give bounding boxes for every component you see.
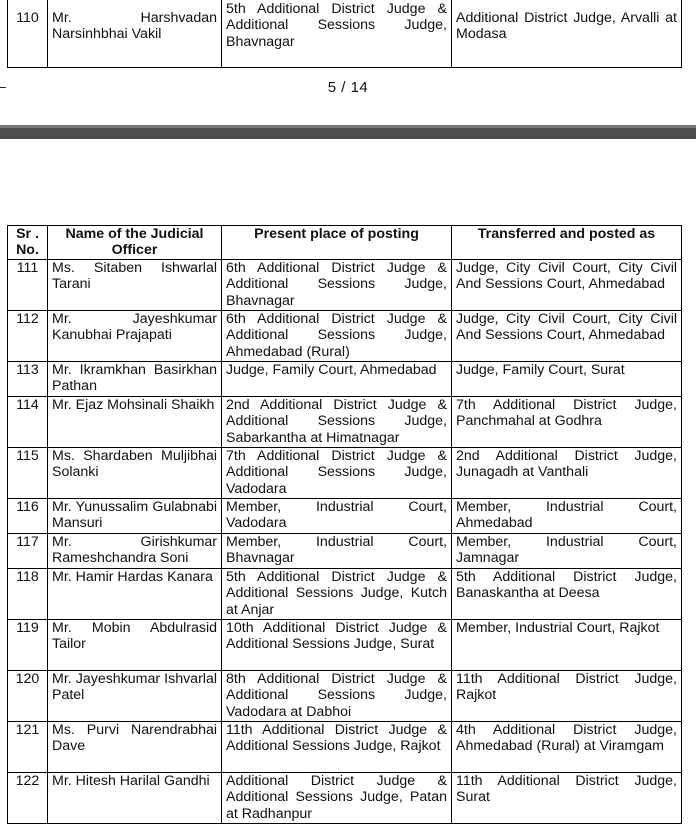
present-posting-text: 5th Additional District Judge & Additional Sessions Judge, Bhavnagar	[226, 1, 447, 50]
transferred-posting-cell: 5th Additional District Judge, Banaskantha at Deesa	[452, 568, 682, 619]
serial-number-cell: 114	[8, 396, 48, 447]
serial-number-cell: 116	[8, 498, 48, 533]
transferred-posting-cell: Judge, Family Court, Surat	[452, 361, 682, 396]
serial-number-cell: 113	[8, 361, 48, 396]
header-officer-name: Name of the Judicial Officer	[48, 226, 222, 260]
table-row	[8, 0, 682, 68]
table-row	[8, 310, 682, 361]
transferred-posting-cell: 11th Additional District Judge, Surat	[452, 772, 682, 823]
present-posting-cell	[222, 0, 452, 68]
officer-name-cell: Mr. Girishkumar Rameshchandra Soni	[48, 533, 222, 568]
serial-number-cell: 119	[8, 619, 48, 670]
transferred-posting-cell: 7th Additional District Judge, Panchmahal at Godhra	[452, 396, 682, 447]
present-posting-cell: Judge, Family Court, Ahmedabad	[222, 361, 452, 396]
officer-name-cell: Mr. Hamir Hardas Kanara	[48, 568, 222, 619]
serial-number-cell: 120	[8, 670, 48, 721]
officer-name-cell: Mr. Yunussalim Gulabnabi Mansuri	[48, 498, 222, 533]
officer-name-cell: Mr. Ejaz Mohsinali Shaikh	[48, 396, 222, 447]
serial-number-cell: 117	[8, 533, 48, 568]
transfer-list-table	[7, 225, 682, 824]
table-row	[8, 498, 682, 533]
present-posting-cell: 2nd Additional District Judge & Additional Sessions Judge, Sabarkantha at Himatnagar	[222, 396, 452, 447]
officer-name-cell: Mr. Harshvadan Narsinhbhai Vakil	[48, 0, 222, 68]
officer-name-cell: Mr. Mobin Abdulrasid Tailor	[48, 619, 222, 670]
serial-number-cell: 122	[8, 772, 48, 823]
officer-name-cell: Ms. Shardaben Muljibhai Solanki	[48, 447, 222, 498]
page-number: 5 / 14	[327, 79, 369, 96]
table-header-row	[8, 226, 682, 260]
officer-name-cell: Mr. Hitesh Harilal Gandhi	[48, 772, 222, 823]
serial-number-cell: 118	[8, 568, 48, 619]
serial-number-cell: 115	[8, 447, 48, 498]
transferred-posting-cell: 11th Additional District Judge, Rajkot	[452, 670, 682, 721]
previous-page	[0, 0, 696, 125]
transferred-posting-cell: Member, Industrial Court, Ahmedabad	[452, 498, 682, 533]
table-row	[8, 721, 682, 772]
header-transferred-as: Transferred and posted as	[452, 226, 682, 260]
present-posting-cell: Member, Industrial Court, Vadodara	[222, 498, 452, 533]
table-body	[8, 259, 682, 823]
transferred-posting-cell: Member, Industrial Court, Rajkot	[452, 619, 682, 670]
header-present-posting: Present place of posting	[222, 226, 452, 260]
officer-name-cell: Mr. Jayeshkumar Ishvarlal Patel	[48, 670, 222, 721]
table-row	[8, 670, 682, 721]
table-row	[8, 361, 682, 396]
present-posting-cell: 6th Additional District Judge & Additional Sessions Judge, Bhavnagar	[222, 259, 452, 310]
table-row	[8, 533, 682, 568]
serial-number-cell: 110	[8, 0, 48, 68]
transferred-posting-cell: 2nd Additional District Judge, Junagadh at Vanthali	[452, 447, 682, 498]
officer-name-cell: Ms. Purvi Narendrabhai Dave	[48, 721, 222, 772]
serial-number-cell: 112	[8, 310, 48, 361]
present-posting-cell: 11th Additional District Judge & Additional Sessions Judge, Rajkot	[222, 721, 452, 772]
officer-name-cell: Ms. Sitaben Ishwarlal Tarani	[48, 259, 222, 310]
header-sr-no: Sr . No.	[8, 226, 48, 260]
table-row	[8, 568, 682, 619]
table-row	[8, 772, 682, 823]
table-row	[8, 259, 682, 310]
present-posting-cell: Additional District Judge & Additional Sessions Judge, Patan at Radhanpur	[222, 772, 452, 823]
present-posting-cell: 6th Additional District Judge & Additional Sessions Judge, Ahmedabad (Rural)	[222, 310, 452, 361]
serial-number-cell: 121	[8, 721, 48, 772]
table-row	[8, 619, 682, 670]
transferred-posting-cell: 4th Additional District Judge, Ahmedabad (Rural) at Viramgam	[452, 721, 682, 772]
transferred-posting-cell: Judge, City Civil Court, City Civil And Sessions Court, Ahmedabad	[452, 259, 682, 310]
current-page	[0, 139, 696, 821]
present-posting-cell: 8th Additional District Judge & Additional Sessions Judge, Vadodara at Dabhoi	[222, 670, 452, 721]
officer-name-cell: Mr. Jayeshkumar Kanubhai Prajapati	[48, 310, 222, 361]
table-row	[8, 447, 682, 498]
serial-number-cell: 111	[8, 259, 48, 310]
table-row	[8, 396, 682, 447]
transferred-posting-cell: Additional District Judge, Arvalli at Modasa	[452, 0, 682, 68]
page-separator	[0, 125, 696, 139]
present-posting-cell: Member, Industrial Court, Bhavnagar	[222, 533, 452, 568]
officer-name-cell: Mr. Ikramkhan Basirkhan Pathan	[48, 361, 222, 396]
present-posting-cell: 5th Additional District Judge & Additional Sessions Judge, Kutch at Anjar	[222, 568, 452, 619]
previous-page-table	[7, 0, 682, 68]
present-posting-cell: 10th Additional District Judge & Additional Sessions Judge, Surat	[222, 619, 452, 670]
present-posting-cell: 7th Additional District Judge & Additional Sessions Judge, Vadodara	[222, 447, 452, 498]
transferred-posting-cell: Judge, City Civil Court, City Civil And Sessions Court, Ahmedabad	[452, 310, 682, 361]
transferred-posting-cell: Member, Industrial Court, Jamnagar	[452, 533, 682, 568]
